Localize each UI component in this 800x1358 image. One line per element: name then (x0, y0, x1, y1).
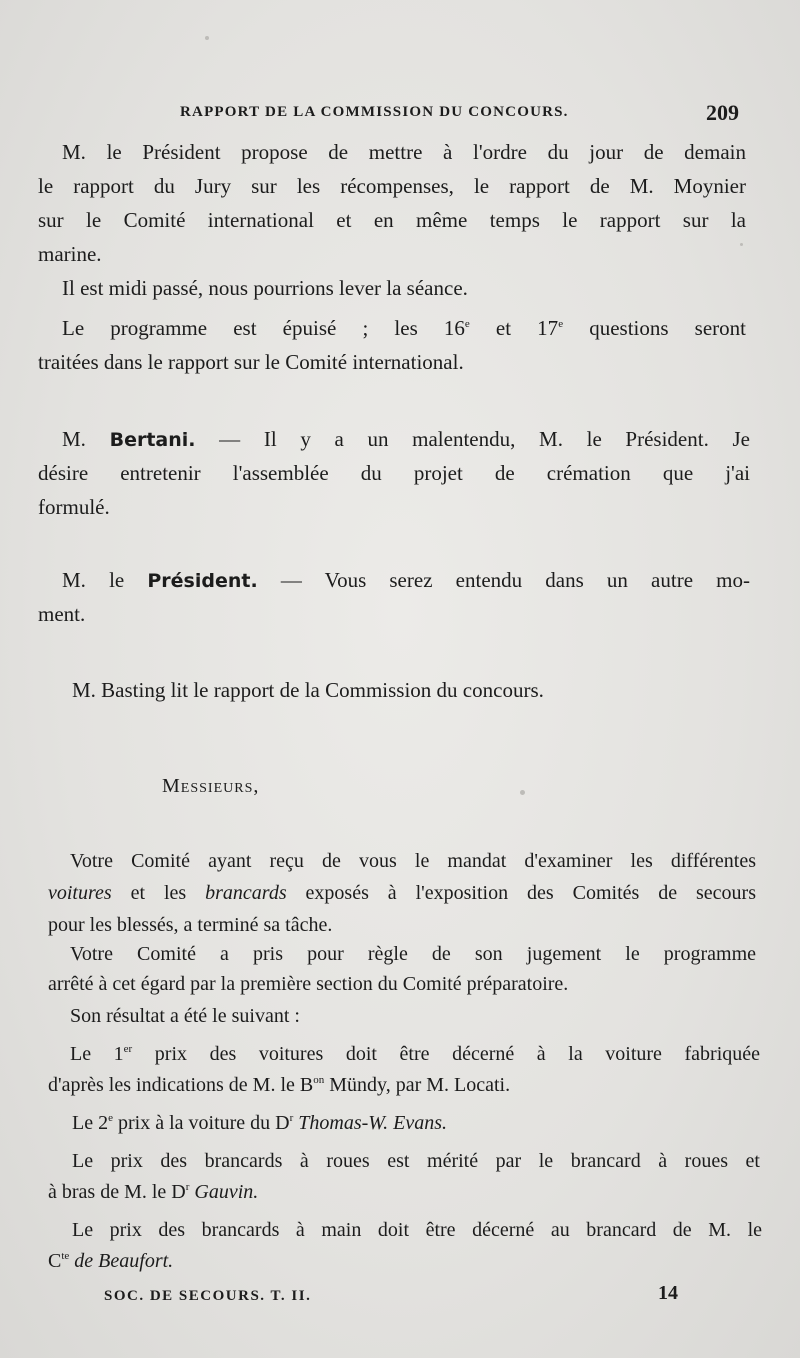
text-line: Le programme est épuisé ; les 16e et 17e questions seront (62, 316, 746, 340)
salutation: Messieurs, (162, 775, 260, 797)
speaker-name: Président. (147, 570, 258, 592)
text-line: arrêté à cet égard par la première section du Comité préparatoire. (48, 973, 569, 995)
text-line: M. Basting lit le rapport de la Commission du concours. (72, 678, 544, 702)
text-line: pour les blessés, a terminé sa tâche. (48, 914, 333, 936)
text-line: sur le Comité international et en même temps le rapport sur la (38, 208, 746, 232)
text-line: M. le Président propose de mettre à l'ordre du jour de demain (62, 140, 746, 164)
text-line: d'après les indications de M. le $B^{on}$ Mündy, par M. Locati. (48, 1074, 511, 1096)
paper-speck (520, 790, 525, 795)
text-line: marine. (38, 242, 102, 266)
text-line: Le prix des brancards à roues est mérité par le brancard à roues et (72, 1150, 760, 1172)
paper-speck (740, 243, 743, 246)
text-line: Il est midi passé, nous pourrions lever la séance. (62, 276, 468, 300)
paper-speck (205, 36, 209, 40)
text-line: $C^{te}$ de Beaufort. (48, 1250, 174, 1272)
text-line: formulé. (38, 495, 110, 519)
speaker-line-president: M. le Président. — Vous serez entendu dans un autre mo- (62, 568, 750, 592)
text-line: Le 1er prix des voitures doit être décerné à la voiture fabriquée (70, 1043, 761, 1065)
signature-mark: SOC. DE SECOURS. T. II. (104, 1288, 312, 1304)
speaker-name: Bertani. (109, 429, 196, 451)
text-line: Le prix des brancards à main doit être décerné au brancard de M. le (72, 1219, 762, 1241)
text-line: le rapport du Jury sur les récompenses, le rapport de M. Moynier (38, 174, 746, 198)
text-line: Votre Comité a pris pour règle de son jugement le programme (70, 943, 756, 965)
running-title: RAPPORT DE LA COMMISSION DU CONCOURS. (180, 104, 569, 120)
page-number: 209 (706, 100, 739, 125)
text-line: Son résultat a été le suivant : (70, 1005, 300, 1027)
text-line: Le 2e prix à la voiture du $D^r$ Thomas-W. Evans. (72, 1112, 447, 1134)
text-line: traitées dans le rapport sur le Comité international. (38, 350, 464, 374)
text-line: Votre Comité ayant reçu de vous le mandat d'examiner les différentes (70, 850, 756, 872)
text-line: voitures et les brancards exposés à l'exposition des Comités de secours (48, 882, 756, 904)
sheet-number: 14 (658, 1282, 678, 1304)
text-line: ment. (38, 602, 86, 626)
speaker-line-bertani: M. Bertani. — Il y a un malentendu, M. le Président. Je (62, 427, 750, 451)
text-line: à bras de M. le $D^r$ Gauvin. (48, 1181, 259, 1203)
text-line: désire entretenir l'assemblée du projet de crémation que j'ai (38, 461, 750, 485)
